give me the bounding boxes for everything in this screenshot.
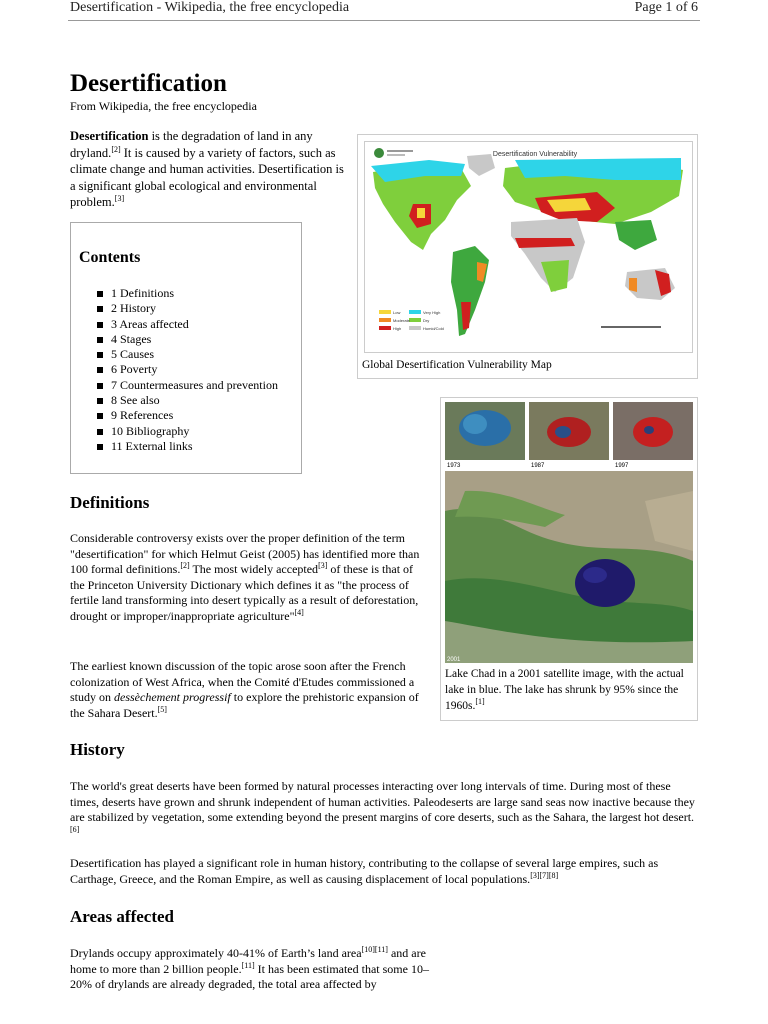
citation-link[interactable]: [1] — [475, 697, 485, 706]
map-caption: Global Desertification Vulnerability Map — [362, 359, 552, 371]
toc-item[interactable]: 11 External links — [97, 439, 278, 454]
toc-item[interactable]: 1 Definitions — [97, 286, 278, 301]
header-title: Desertification - Wikipedia, the free encyclopedia — [70, 0, 350, 15]
table-of-contents — [70, 222, 302, 474]
lake-chad-satellite-image[interactable] — [445, 471, 693, 663]
citation-link[interactable]: [3] — [114, 194, 125, 203]
toc-title: Contents — [79, 249, 141, 266]
citation-link[interactable]: [3][7][8] — [530, 870, 559, 880]
citation-link[interactable]: [10][11] — [361, 945, 388, 954]
year-label: 1987 — [531, 463, 545, 468]
toc-item[interactable]: 7 Countermeasures and prevention — [97, 378, 278, 393]
page-header — [70, 0, 698, 20]
definitions-paragraph-1: Considerable controversy exists over the proper definition of the term "desertification" for which Helmut Geist (2005) has identified more than 100 formal definitions.[2] The most widely accepted[3] of these is that of the Princeton University Dictionary which defines it as "the process of fertile land transforming into desert typically as a result of deforestation, drought or improper/inappropriate agriculture"[4] — [70, 531, 420, 623]
toc-item[interactable]: 5 Causes — [97, 347, 278, 362]
toc-item[interactable]: 10 Bibliography — [97, 424, 278, 439]
citation-link[interactable]: [11] — [241, 960, 255, 970]
year-label: 2001 — [447, 657, 461, 663]
heading-history: History — [70, 740, 125, 759]
citation-link[interactable]: [2] — [180, 561, 190, 570]
toc-item[interactable]: 6 Poverty — [97, 362, 278, 377]
heading-areas-affected: Areas affected — [70, 907, 175, 926]
history-paragraph-1: The world's great deserts have been formed by natural processes interacting over long intervals of time. During most of these times, deserts have grown and shrunk independent of human activities. Paleodeserts are large sand seas now inactive because they are stabilized by vegetation, some extending beyond the present margins of core deserts, such as the Sahara, the largest hot desert.[6] — [70, 779, 695, 834]
world-map-graphic — [365, 142, 692, 352]
toc-item[interactable]: 3 Areas affected — [97, 317, 278, 332]
lake-chad-caption: Lake Chad in a 2001 satellite image, with the actual lake in blue. The lake has shrunk by 95% since the 1960s.[1] — [445, 668, 684, 712]
legend-label: Humid/Cold — [423, 326, 444, 331]
page-number: Page 1 of 6 — [634, 0, 698, 15]
history-paragraph-2: Desertification has played a significant role in human history, contributing to the collapse of several large empires, such as Carthage, Greece, and the Roman Empire, as well as causing displacement of local populations.[3][7][8] — [70, 856, 659, 886]
citation-link[interactable]: [5] — [157, 704, 167, 714]
vulnerability-map-figure — [357, 134, 698, 379]
toc-item[interactable]: 8 See also — [97, 393, 278, 408]
legend-label: Very High — [423, 310, 441, 315]
toc-list — [97, 286, 278, 454]
lake-chad-figure — [440, 397, 698, 721]
citation-link[interactable]: [2] — [111, 144, 121, 154]
article-title: Desertification — [70, 70, 227, 97]
citation-link[interactable]: [6] — [70, 824, 80, 834]
areas-paragraph-1: Drylands occupy approximately 40-41% of Earth’s land area[10][11] and are home to more than 2 billion people.[11] It has been estimated that some 10–20% of drylands are already degraded, the total area affected by — [70, 945, 429, 991]
citation-link[interactable]: [4] — [294, 607, 304, 617]
year-label: 1973 — [447, 463, 461, 468]
toc-item[interactable]: 2 History — [97, 301, 278, 316]
legend-label: High — [393, 326, 402, 331]
legend-label: Moderate — [393, 318, 410, 323]
vulnerability-map-image[interactable] — [364, 141, 693, 353]
map-title: Desertification Vulnerability — [492, 151, 578, 158]
article-subtitle: From Wikipedia, the free encyclopedia — [70, 99, 257, 113]
toc-item[interactable]: 9 References — [97, 408, 278, 423]
lake-chad-timeline-thumbnails[interactable] — [445, 402, 693, 468]
heading-definitions: Definitions — [70, 493, 150, 512]
citation-link[interactable]: [3] — [318, 561, 328, 570]
intro-term: Desertification — [70, 129, 149, 143]
legend-label: Low — [393, 310, 401, 315]
intro-paragraph: Desertification is the degradation of land in any dryland.[2] It is caused by a variety of factors, such as climate change and human activities. Desertification is a significant global ecological and environmental problem.[3] — [70, 129, 344, 209]
definitions-paragraph-2: The earliest known discussion of the topic arose soon after the French colonization of West Africa, when the Comité d'Etudes commissioned a study on dessèchement progressif to explore the prehistoric expansion of the Sahara Desert.[5] — [70, 659, 419, 720]
toc-item[interactable]: 4 Stages — [97, 332, 278, 347]
year-label: 1997 — [615, 463, 629, 468]
header-divider — [68, 20, 700, 21]
legend-label: Dry — [423, 318, 430, 323]
